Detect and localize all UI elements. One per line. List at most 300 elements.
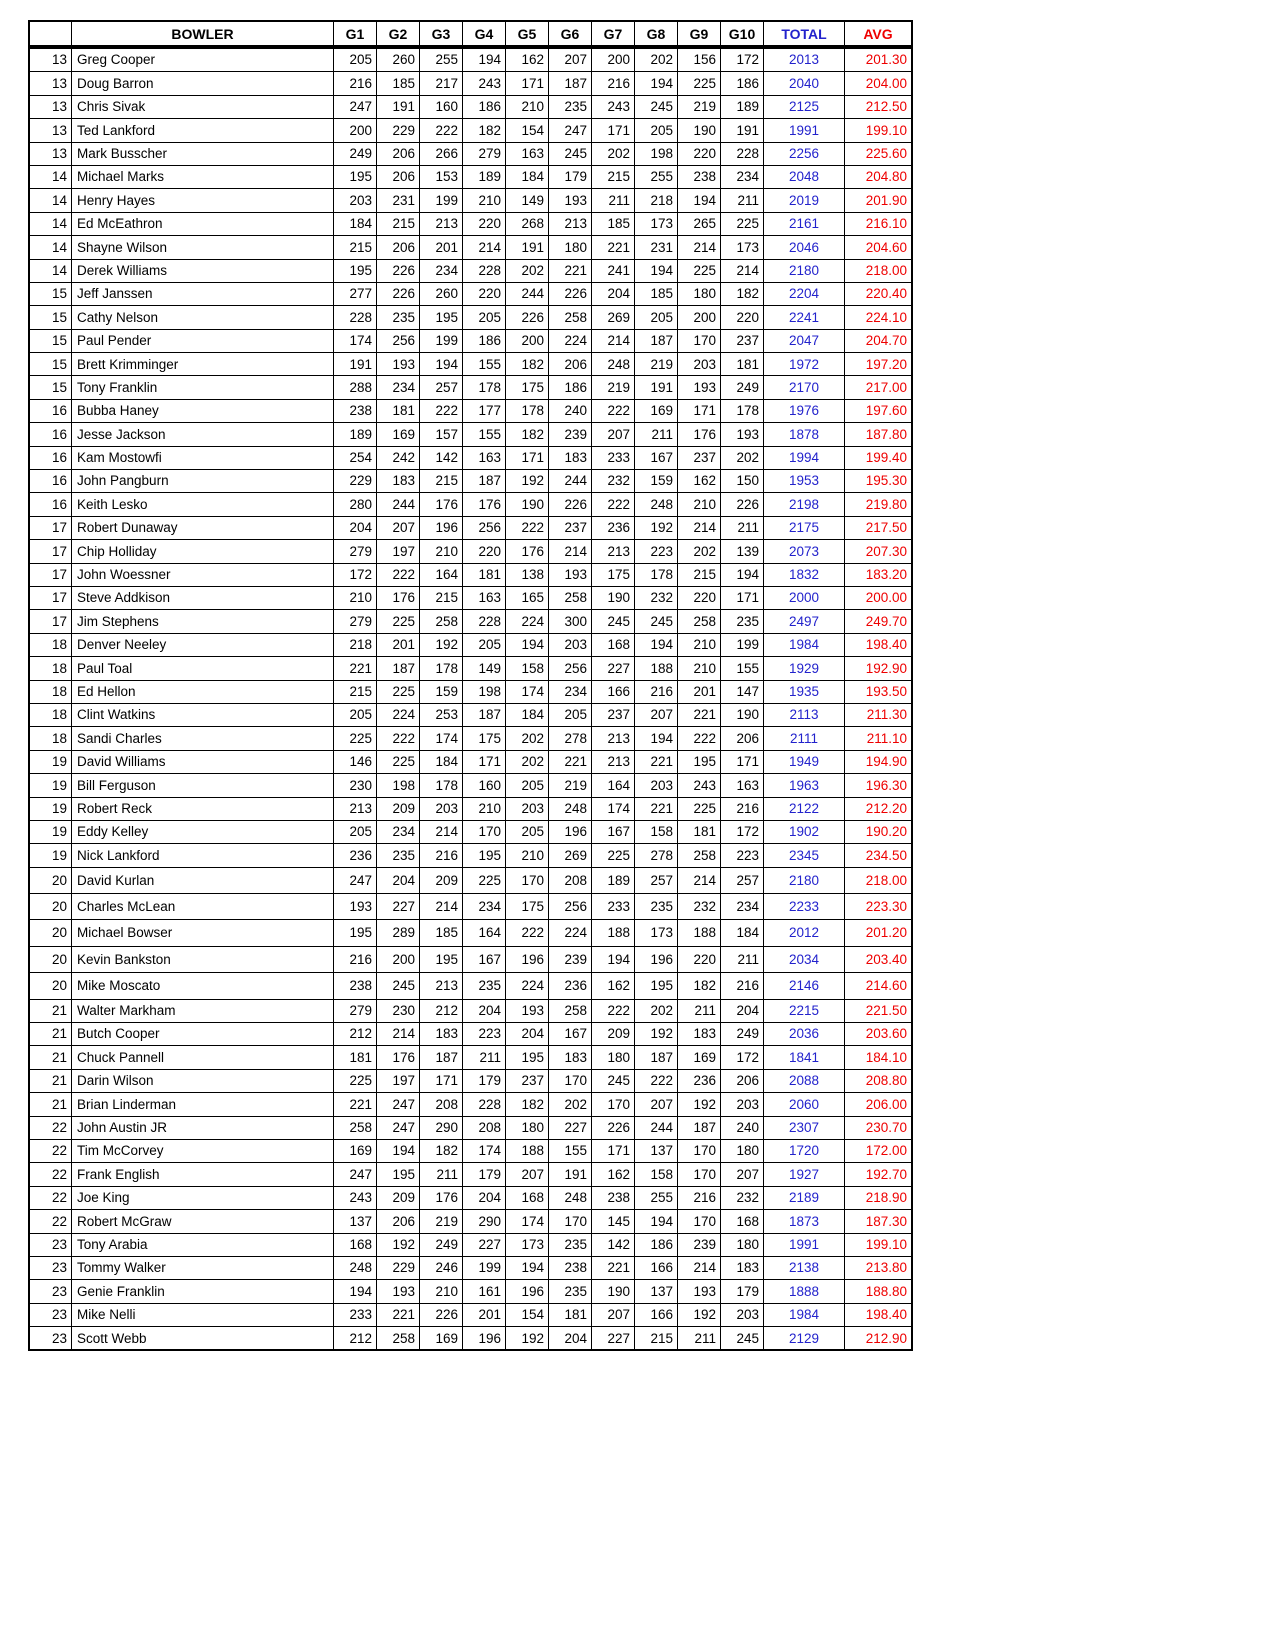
game-score-cell: 266 <box>420 142 463 165</box>
game-score-cell: 167 <box>592 820 635 843</box>
game-score-cell: 225 <box>678 797 721 820</box>
game-score-cell: 235 <box>635 894 678 920</box>
avg-cell: 204.00 <box>845 72 913 95</box>
game-score-cell: 171 <box>678 399 721 422</box>
game-score-cell: 212 <box>334 1327 377 1351</box>
rank-cell: 14 <box>29 236 72 259</box>
game-score-cell: 162 <box>592 973 635 999</box>
game-score-cell: 188 <box>506 1139 549 1162</box>
game-score-cell: 214 <box>678 516 721 539</box>
rank-cell: 16 <box>29 399 72 422</box>
game-score-cell: 209 <box>592 1023 635 1046</box>
game-score-cell: 181 <box>549 1303 592 1326</box>
table-row <box>29 1093 912 1116</box>
game-score-cell: 170 <box>678 1139 721 1162</box>
game-score-cell: 206 <box>721 1069 764 1092</box>
rank-cell: 20 <box>29 867 72 893</box>
table-row <box>29 703 912 726</box>
game-score-cell: 189 <box>592 867 635 893</box>
game-score-cell: 180 <box>678 282 721 305</box>
game-score-cell: 185 <box>377 72 420 95</box>
rank-cell: 19 <box>29 844 72 867</box>
total-cell: 2180 <box>764 259 845 282</box>
game-score-cell: 256 <box>377 329 420 352</box>
game-score-cell: 187 <box>678 1116 721 1139</box>
game-score-cell: 213 <box>334 797 377 820</box>
game-score-cell: 171 <box>721 586 764 609</box>
avg-cell: 188.80 <box>845 1280 913 1303</box>
bowler-name-cell: Walter Markham <box>72 999 334 1022</box>
game-score-cell: 149 <box>463 657 506 680</box>
game-score-cell: 238 <box>592 1186 635 1209</box>
table-row <box>29 946 912 972</box>
game-score-cell: 191 <box>635 376 678 399</box>
avg-cell: 198.40 <box>845 633 913 656</box>
game-score-cell: 203 <box>506 797 549 820</box>
game-score-cell: 183 <box>549 446 592 469</box>
game-score-cell: 214 <box>463 236 506 259</box>
total-cell: 1888 <box>764 1280 845 1303</box>
game-score-cell: 238 <box>334 399 377 422</box>
bowler-name-cell: Cathy Nelson <box>72 306 334 329</box>
avg-cell: 216.10 <box>845 212 913 235</box>
game-score-cell: 248 <box>334 1256 377 1279</box>
game-score-cell: 245 <box>592 610 635 633</box>
table-row <box>29 47 912 72</box>
total-cell: 2013 <box>764 47 845 72</box>
game-score-cell: 204 <box>592 282 635 305</box>
total-cell: 2497 <box>764 610 845 633</box>
game-score-cell: 174 <box>420 727 463 750</box>
game-score-cell: 222 <box>420 119 463 142</box>
avg-cell: 183.20 <box>845 563 913 586</box>
game-score-cell: 169 <box>420 1327 463 1351</box>
game-score-cell: 237 <box>549 516 592 539</box>
game-score-cell: 193 <box>721 423 764 446</box>
rank-cell: 16 <box>29 493 72 516</box>
game-score-cell: 225 <box>592 844 635 867</box>
game-score-cell: 235 <box>721 610 764 633</box>
game-score-cell: 164 <box>463 920 506 946</box>
game-score-cell: 226 <box>377 259 420 282</box>
game-score-cell: 170 <box>678 1210 721 1233</box>
game-score-cell: 187 <box>377 657 420 680</box>
game-score-cell: 156 <box>678 47 721 72</box>
game-score-cell: 180 <box>506 1116 549 1139</box>
game-score-cell: 167 <box>549 1023 592 1046</box>
game-score-cell: 239 <box>678 1233 721 1256</box>
game-score-cell: 181 <box>463 563 506 586</box>
table-row <box>29 142 912 165</box>
game-score-cell: 215 <box>592 165 635 188</box>
game-score-cell: 191 <box>334 353 377 376</box>
game-score-cell: 192 <box>377 1233 420 1256</box>
game-score-cell: 249 <box>721 376 764 399</box>
total-cell: 2000 <box>764 586 845 609</box>
avg-cell: 224.10 <box>845 306 913 329</box>
game-score-cell: 248 <box>592 353 635 376</box>
table-row <box>29 353 912 376</box>
total-cell: 2138 <box>764 1256 845 1279</box>
game-score-cell: 137 <box>635 1280 678 1303</box>
game-score-cell: 199 <box>420 329 463 352</box>
rank-cell: 15 <box>29 376 72 399</box>
game-score-cell: 221 <box>334 1093 377 1116</box>
game-score-cell: 256 <box>463 516 506 539</box>
game-score-cell: 219 <box>420 1210 463 1233</box>
avg-cell: 217.00 <box>845 376 913 399</box>
game-score-cell: 201 <box>678 680 721 703</box>
game-score-cell: 168 <box>721 1210 764 1233</box>
game-score-cell: 179 <box>721 1280 764 1303</box>
bowler-name-cell: Chuck Pannell <box>72 1046 334 1069</box>
game-score-cell: 207 <box>549 47 592 72</box>
game-score-cell: 193 <box>506 999 549 1022</box>
game-score-cell: 245 <box>377 973 420 999</box>
total-cell: 1953 <box>764 470 845 493</box>
game-score-cell: 236 <box>678 1069 721 1092</box>
game-score-cell: 212 <box>334 1023 377 1046</box>
game-score-cell: 164 <box>592 774 635 797</box>
game-score-cell: 195 <box>463 844 506 867</box>
game-score-cell: 206 <box>377 165 420 188</box>
game-score-cell: 202 <box>506 750 549 773</box>
game-score-cell: 237 <box>592 703 635 726</box>
game-score-cell: 260 <box>377 47 420 72</box>
table-row <box>29 844 912 867</box>
rank-cell: 19 <box>29 797 72 820</box>
game-score-cell: 244 <box>635 1116 678 1139</box>
game-score-cell: 170 <box>549 1210 592 1233</box>
game-score-cell: 200 <box>592 47 635 72</box>
avg-cell: 204.80 <box>845 165 913 188</box>
game-score-cell: 207 <box>635 703 678 726</box>
game-score-cell: 258 <box>549 586 592 609</box>
game-score-cell: 194 <box>592 946 635 972</box>
game-score-cell: 202 <box>549 1093 592 1116</box>
bowler-name-cell: Eddy Kelley <box>72 820 334 843</box>
total-cell: 2046 <box>764 236 845 259</box>
game-score-cell: 174 <box>592 797 635 820</box>
game-score-cell: 278 <box>549 727 592 750</box>
game-score-cell: 154 <box>506 119 549 142</box>
game-score-cell: 159 <box>420 680 463 703</box>
game-score-cell: 236 <box>334 844 377 867</box>
game-score-cell: 204 <box>377 867 420 893</box>
game-score-cell: 240 <box>721 1116 764 1139</box>
game-score-cell: 223 <box>635 540 678 563</box>
game-score-cell: 225 <box>377 750 420 773</box>
game-score-cell: 226 <box>721 493 764 516</box>
table-row <box>29 236 912 259</box>
game-score-cell: 196 <box>506 1280 549 1303</box>
rank-cell: 21 <box>29 1046 72 1069</box>
game-score-cell: 206 <box>377 142 420 165</box>
game-score-cell: 258 <box>377 1327 420 1351</box>
game-score-cell: 229 <box>377 1256 420 1279</box>
game-score-cell: 210 <box>506 95 549 118</box>
game-score-cell: 184 <box>506 703 549 726</box>
game-score-cell: 288 <box>334 376 377 399</box>
table-row <box>29 1210 912 1233</box>
game-score-cell: 182 <box>506 1093 549 1116</box>
total-cell: 2161 <box>764 212 845 235</box>
bowler-name-cell: John Pangburn <box>72 470 334 493</box>
game-score-cell: 258 <box>334 1116 377 1139</box>
total-cell: 2012 <box>764 920 845 946</box>
game-score-cell: 247 <box>334 867 377 893</box>
game-score-cell: 219 <box>592 376 635 399</box>
game-score-cell: 175 <box>592 563 635 586</box>
game-score-cell: 211 <box>420 1163 463 1186</box>
game-score-cell: 222 <box>635 1069 678 1092</box>
total-cell: 1878 <box>764 423 845 446</box>
bowler-name-cell: Clint Watkins <box>72 703 334 726</box>
game-score-cell: 171 <box>721 750 764 773</box>
game-score-cell: 235 <box>377 844 420 867</box>
game-score-cell: 172 <box>334 563 377 586</box>
game-score-cell: 186 <box>635 1233 678 1256</box>
avg-cell: 211.10 <box>845 727 913 750</box>
table-row <box>29 376 912 399</box>
game-score-cell: 232 <box>635 586 678 609</box>
game-score-cell: 224 <box>506 973 549 999</box>
game-score-cell: 175 <box>463 727 506 750</box>
bowler-name-cell: Brian Linderman <box>72 1093 334 1116</box>
total-cell: 2047 <box>764 329 845 352</box>
game-score-cell: 224 <box>377 703 420 726</box>
bowler-name-cell: Kam Mostowfi <box>72 446 334 469</box>
game-score-cell: 211 <box>463 1046 506 1069</box>
game-score-cell: 171 <box>592 119 635 142</box>
game-score-cell: 162 <box>592 1163 635 1186</box>
game-score-cell: 193 <box>549 189 592 212</box>
game-score-cell: 195 <box>420 946 463 972</box>
game-score-cell: 238 <box>549 1256 592 1279</box>
bowler-name-cell: Jesse Jackson <box>72 423 334 446</box>
bowler-name-cell: Keith Lesko <box>72 493 334 516</box>
game-score-cell: 226 <box>549 282 592 305</box>
game-score-cell: 232 <box>592 470 635 493</box>
game-score-cell: 245 <box>635 610 678 633</box>
game-score-cell: 241 <box>592 259 635 282</box>
rank-cell: 18 <box>29 657 72 680</box>
game-score-cell: 214 <box>678 236 721 259</box>
game-score-cell: 187 <box>635 329 678 352</box>
game-score-cell: 162 <box>506 47 549 72</box>
rank-cell: 23 <box>29 1327 72 1351</box>
game-score-cell: 256 <box>549 894 592 920</box>
total-cell: 1929 <box>764 657 845 680</box>
game-score-cell: 159 <box>635 470 678 493</box>
table-row <box>29 329 912 352</box>
avg-cell: 212.90 <box>845 1327 913 1351</box>
header-g4: G4 <box>463 21 506 47</box>
bowler-name-cell: Paul Toal <box>72 657 334 680</box>
game-score-cell: 207 <box>721 1163 764 1186</box>
game-score-cell: 205 <box>549 703 592 726</box>
game-score-cell: 194 <box>635 727 678 750</box>
game-score-cell: 215 <box>420 586 463 609</box>
game-score-cell: 178 <box>635 563 678 586</box>
table-row <box>29 72 912 95</box>
game-score-cell: 176 <box>377 586 420 609</box>
table-row <box>29 973 912 999</box>
header-g9: G9 <box>678 21 721 47</box>
table-row <box>29 820 912 843</box>
table-row <box>29 165 912 188</box>
game-score-cell: 157 <box>420 423 463 446</box>
total-cell: 1720 <box>764 1139 845 1162</box>
game-score-cell: 174 <box>334 329 377 352</box>
game-score-cell: 279 <box>334 999 377 1022</box>
game-score-cell: 245 <box>635 95 678 118</box>
game-score-cell: 225 <box>721 212 764 235</box>
game-score-cell: 269 <box>592 306 635 329</box>
game-score-cell: 211 <box>721 516 764 539</box>
game-score-cell: 234 <box>463 894 506 920</box>
game-score-cell: 202 <box>506 727 549 750</box>
table-row <box>29 1327 912 1351</box>
game-score-cell: 222 <box>592 999 635 1022</box>
avg-cell: 218.00 <box>845 259 913 282</box>
game-score-cell: 237 <box>721 329 764 352</box>
game-score-cell: 226 <box>549 493 592 516</box>
avg-cell: 199.10 <box>845 1233 913 1256</box>
avg-cell: 225.60 <box>845 142 913 165</box>
game-score-cell: 206 <box>377 236 420 259</box>
game-score-cell: 247 <box>377 1116 420 1139</box>
game-score-cell: 182 <box>678 973 721 999</box>
game-score-cell: 213 <box>592 540 635 563</box>
game-score-cell: 197 <box>377 1069 420 1092</box>
game-score-cell: 220 <box>463 540 506 563</box>
game-score-cell: 227 <box>463 1233 506 1256</box>
total-cell: 1841 <box>764 1046 845 1069</box>
game-score-cell: 238 <box>334 973 377 999</box>
game-score-cell: 204 <box>506 1023 549 1046</box>
game-score-cell: 180 <box>721 1233 764 1256</box>
game-score-cell: 221 <box>635 750 678 773</box>
game-score-cell: 194 <box>635 259 678 282</box>
avg-cell: 197.60 <box>845 399 913 422</box>
game-score-cell: 175 <box>506 894 549 920</box>
game-score-cell: 239 <box>549 423 592 446</box>
game-score-cell: 228 <box>334 306 377 329</box>
game-score-cell: 227 <box>592 1327 635 1351</box>
game-score-cell: 245 <box>549 142 592 165</box>
total-cell: 1991 <box>764 119 845 142</box>
game-score-cell: 176 <box>506 540 549 563</box>
game-score-cell: 200 <box>334 119 377 142</box>
game-score-cell: 176 <box>377 1046 420 1069</box>
game-score-cell: 155 <box>549 1139 592 1162</box>
game-score-cell: 146 <box>334 750 377 773</box>
game-score-cell: 204 <box>463 1186 506 1209</box>
game-score-cell: 245 <box>721 1327 764 1351</box>
game-score-cell: 220 <box>721 306 764 329</box>
game-score-cell: 183 <box>549 1046 592 1069</box>
game-score-cell: 215 <box>334 236 377 259</box>
game-score-cell: 228 <box>463 259 506 282</box>
game-score-cell: 206 <box>549 353 592 376</box>
game-score-cell: 189 <box>334 423 377 446</box>
bowler-name-cell: Charles McLean <box>72 894 334 920</box>
avg-cell: 190.20 <box>845 820 913 843</box>
game-score-cell: 194 <box>678 189 721 212</box>
bowler-name-cell: Sandi Charles <box>72 727 334 750</box>
game-score-cell: 182 <box>420 1139 463 1162</box>
game-score-cell: 211 <box>592 189 635 212</box>
game-score-cell: 162 <box>678 470 721 493</box>
total-cell: 2146 <box>764 973 845 999</box>
game-score-cell: 176 <box>463 493 506 516</box>
total-cell: 2307 <box>764 1116 845 1139</box>
game-score-cell: 137 <box>635 1139 678 1162</box>
total-cell: 1984 <box>764 633 845 656</box>
game-score-cell: 184 <box>506 165 549 188</box>
rank-cell: 20 <box>29 920 72 946</box>
game-score-cell: 243 <box>592 95 635 118</box>
game-score-cell: 180 <box>592 1046 635 1069</box>
game-score-cell: 220 <box>463 282 506 305</box>
game-score-cell: 234 <box>377 820 420 843</box>
game-score-cell: 277 <box>334 282 377 305</box>
game-score-cell: 138 <box>506 563 549 586</box>
rank-cell: 21 <box>29 999 72 1022</box>
game-score-cell: 249 <box>420 1233 463 1256</box>
game-score-cell: 158 <box>635 820 678 843</box>
game-score-cell: 186 <box>463 329 506 352</box>
game-score-cell: 171 <box>420 1069 463 1092</box>
header-g7: G7 <box>592 21 635 47</box>
game-score-cell: 202 <box>592 142 635 165</box>
table-row <box>29 119 912 142</box>
game-score-cell: 231 <box>635 236 678 259</box>
rank-cell: 20 <box>29 894 72 920</box>
avg-cell: 199.40 <box>845 446 913 469</box>
game-score-cell: 229 <box>334 470 377 493</box>
game-score-cell: 195 <box>334 259 377 282</box>
game-score-cell: 221 <box>635 797 678 820</box>
game-score-cell: 205 <box>463 633 506 656</box>
table-row <box>29 1139 912 1162</box>
bowler-name-cell: Doug Barron <box>72 72 334 95</box>
avg-cell: 218.00 <box>845 867 913 893</box>
game-score-cell: 173 <box>721 236 764 259</box>
bowler-name-cell: Mike Moscato <box>72 973 334 999</box>
game-score-cell: 234 <box>420 259 463 282</box>
game-score-cell: 182 <box>506 423 549 446</box>
game-score-cell: 170 <box>678 1163 721 1186</box>
avg-cell: 172.00 <box>845 1139 913 1162</box>
total-cell: 2019 <box>764 189 845 212</box>
game-score-cell: 192 <box>635 1023 678 1046</box>
game-score-cell: 181 <box>334 1046 377 1069</box>
rank-cell: 16 <box>29 423 72 446</box>
table-row <box>29 750 912 773</box>
game-score-cell: 223 <box>463 1023 506 1046</box>
game-score-cell: 209 <box>420 867 463 893</box>
game-score-cell: 149 <box>506 189 549 212</box>
bowler-name-cell: Ed Hellon <box>72 680 334 703</box>
game-score-cell: 215 <box>334 680 377 703</box>
avg-cell: 195.30 <box>845 470 913 493</box>
avg-cell: 223.30 <box>845 894 913 920</box>
game-score-cell: 221 <box>549 750 592 773</box>
game-score-cell: 164 <box>420 563 463 586</box>
game-score-cell: 236 <box>592 516 635 539</box>
